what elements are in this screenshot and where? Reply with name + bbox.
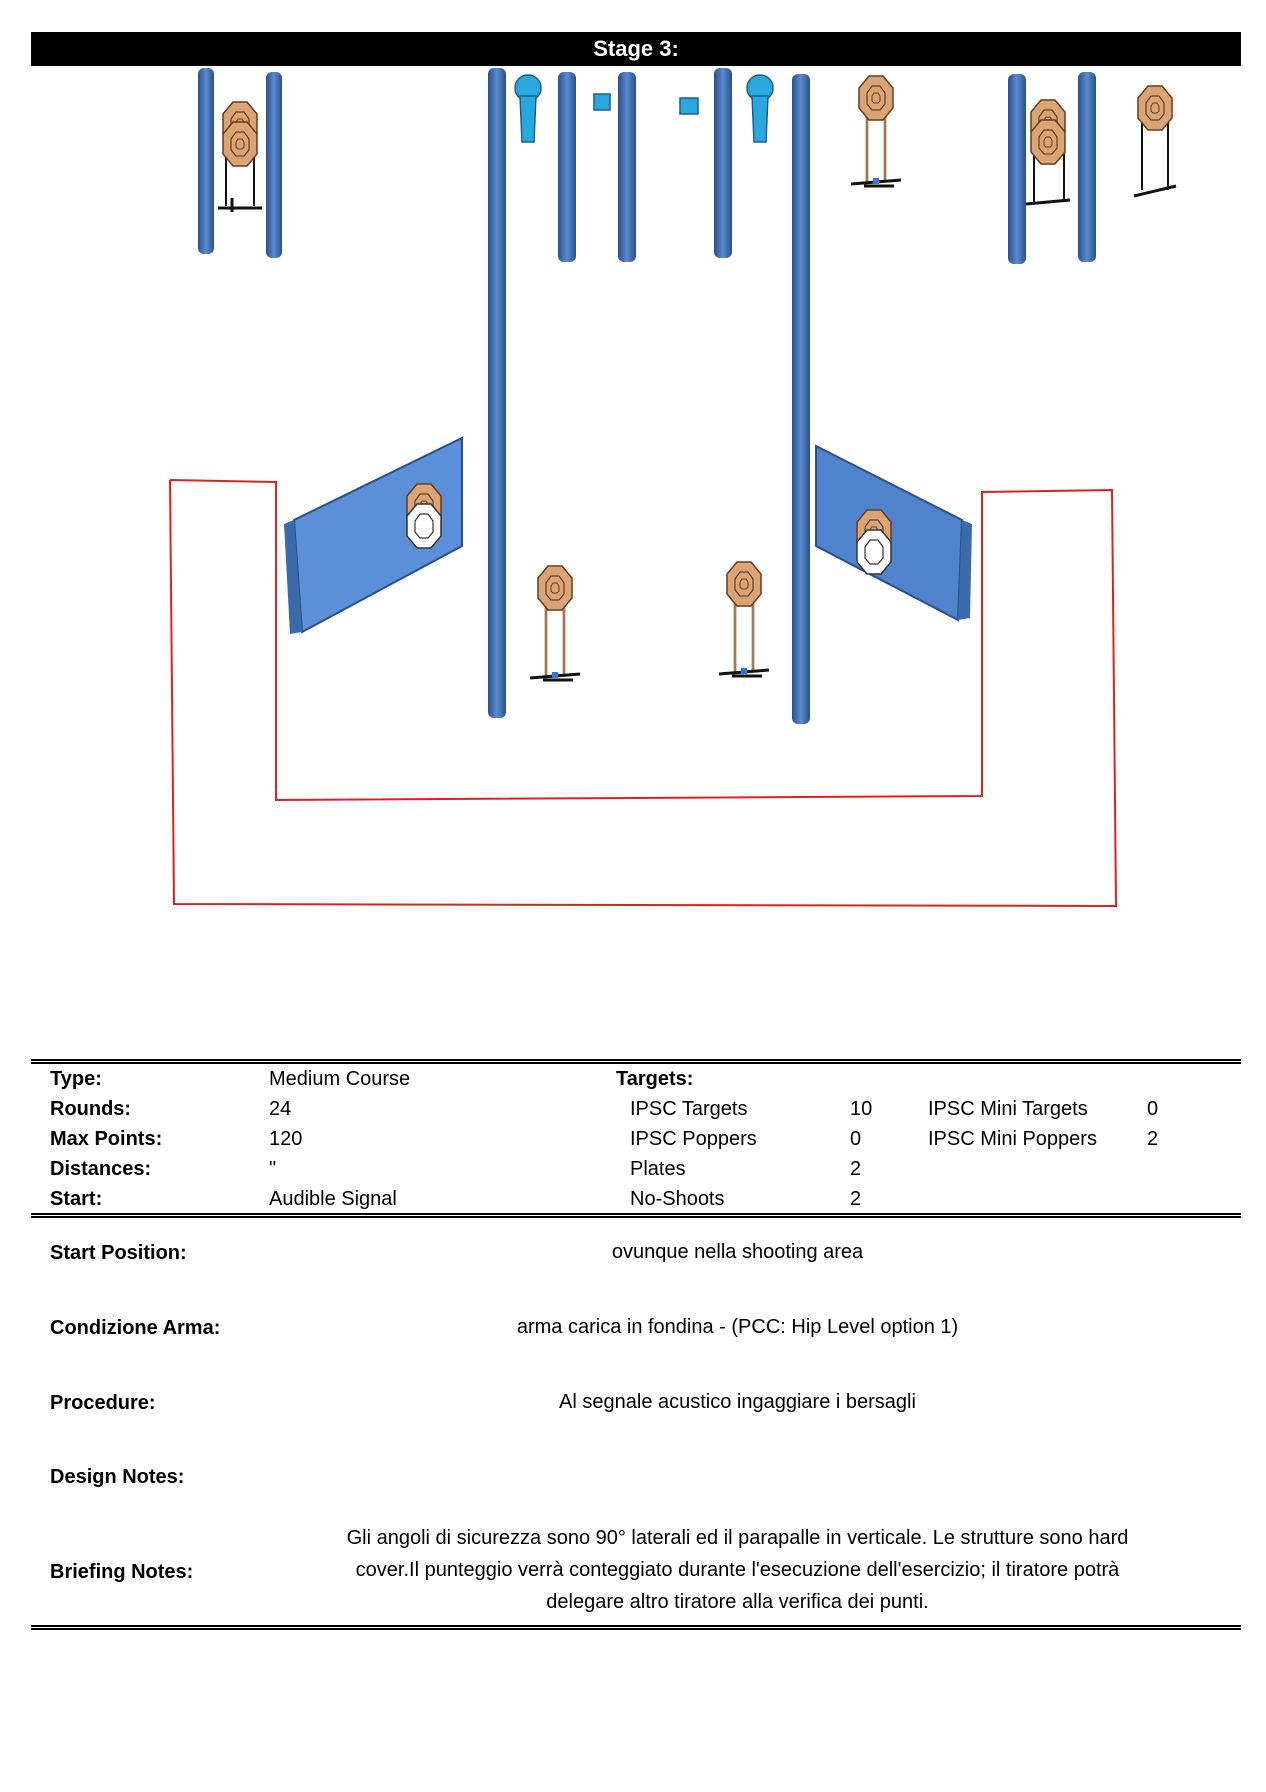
summary-bottom-rule xyxy=(31,1213,1241,1218)
distances-label: Distances: xyxy=(50,1158,152,1180)
max-points-value: 120 xyxy=(269,1128,303,1150)
rounds-label: Rounds: xyxy=(50,1098,132,1120)
wall-center-right-long xyxy=(792,74,810,724)
mini-popper-right xyxy=(747,75,773,142)
start-position-value: ovunque nella shooting area xyxy=(611,1241,864,1263)
no-shoots-label: No-Shoots xyxy=(630,1188,725,1210)
start-label: Start: xyxy=(50,1188,103,1210)
rounds-value: 24 xyxy=(269,1098,292,1120)
plate-right xyxy=(680,98,698,114)
wall-far-right-a xyxy=(1008,74,1026,264)
ipsc-target-far-right-single xyxy=(1134,86,1176,196)
wall-mid-a xyxy=(558,72,576,262)
briefing-line-2: cover.Il punteggio verrà conteggiato durante l'esecuzione dell'esercizio; il tiratore potrà xyxy=(355,1559,1120,1581)
ipsc-target-top-center-right xyxy=(851,76,901,186)
condition-value: arma carica in fondina - (PCC: Hip Level option 1) xyxy=(516,1316,959,1338)
wall-mid-c xyxy=(714,68,732,258)
ipsc-poppers-value: 0 xyxy=(850,1128,862,1150)
type-label: Type: xyxy=(50,1068,102,1090)
wall-mid-b xyxy=(618,72,636,262)
panel-right-targets xyxy=(857,510,891,574)
briefing-notes-value xyxy=(265,1522,1210,1618)
no-shoots-value: 2 xyxy=(850,1188,862,1210)
ipsc-target-far-right-pair xyxy=(1026,100,1070,204)
details-bottom-rule xyxy=(31,1625,1241,1630)
briefing-line-3: delegare altro tiratore alla verifica dei punti. xyxy=(546,1591,929,1613)
plates-label: Plates xyxy=(630,1158,686,1180)
ipsc-target-lower-center-left xyxy=(530,566,580,680)
max-points-label: Max Points: xyxy=(50,1128,163,1150)
design-notes-label: Design Notes: xyxy=(50,1466,185,1488)
panel-left-targets xyxy=(407,484,441,548)
type-value: Medium Course xyxy=(269,1068,411,1090)
start-position-label: Start Position: xyxy=(50,1242,187,1264)
procedure-value: Al segnale acustico ingaggiare i bersagli xyxy=(559,1391,916,1413)
wall-center-left-long xyxy=(488,68,506,718)
briefing-line-1: Gli angoli di sicurezza sono 90° laterali ed il parapalle in verticale. Le strutture sono hard xyxy=(346,1527,1129,1549)
procedure-label: Procedure: xyxy=(50,1392,156,1414)
wall-far-left-a xyxy=(198,68,214,254)
ipsc-target-far-left-pair xyxy=(218,102,262,212)
stage-diagram xyxy=(0,66,1266,926)
mini-targets-value: 0 xyxy=(1147,1098,1159,1120)
distances-value: " xyxy=(269,1158,277,1180)
plates-value: 2 xyxy=(850,1158,862,1180)
targets-label: Targets: xyxy=(616,1068,694,1090)
mini-poppers-value: 2 xyxy=(1147,1128,1159,1150)
mini-targets-label: IPSC Mini Targets xyxy=(928,1098,1088,1120)
plate-left xyxy=(594,94,610,110)
ipsc-poppers-label: IPSC Poppers xyxy=(630,1128,757,1150)
briefing-notes-label: Briefing Notes: xyxy=(50,1561,194,1583)
ipsc-targets-value: 10 xyxy=(850,1098,873,1120)
mini-popper-left xyxy=(515,75,541,142)
wall-far-left-b xyxy=(266,72,282,258)
stage-title: Stage 3: xyxy=(31,32,1241,66)
start-value: Audible Signal xyxy=(269,1188,397,1210)
ipsc-target-lower-center-right xyxy=(719,562,769,676)
condition-label: Condizione Arma: xyxy=(50,1317,221,1339)
wall-far-right-b xyxy=(1078,72,1096,262)
mini-poppers-label: IPSC Mini Poppers xyxy=(928,1128,1097,1150)
ipsc-targets-label: IPSC Targets xyxy=(630,1098,748,1120)
